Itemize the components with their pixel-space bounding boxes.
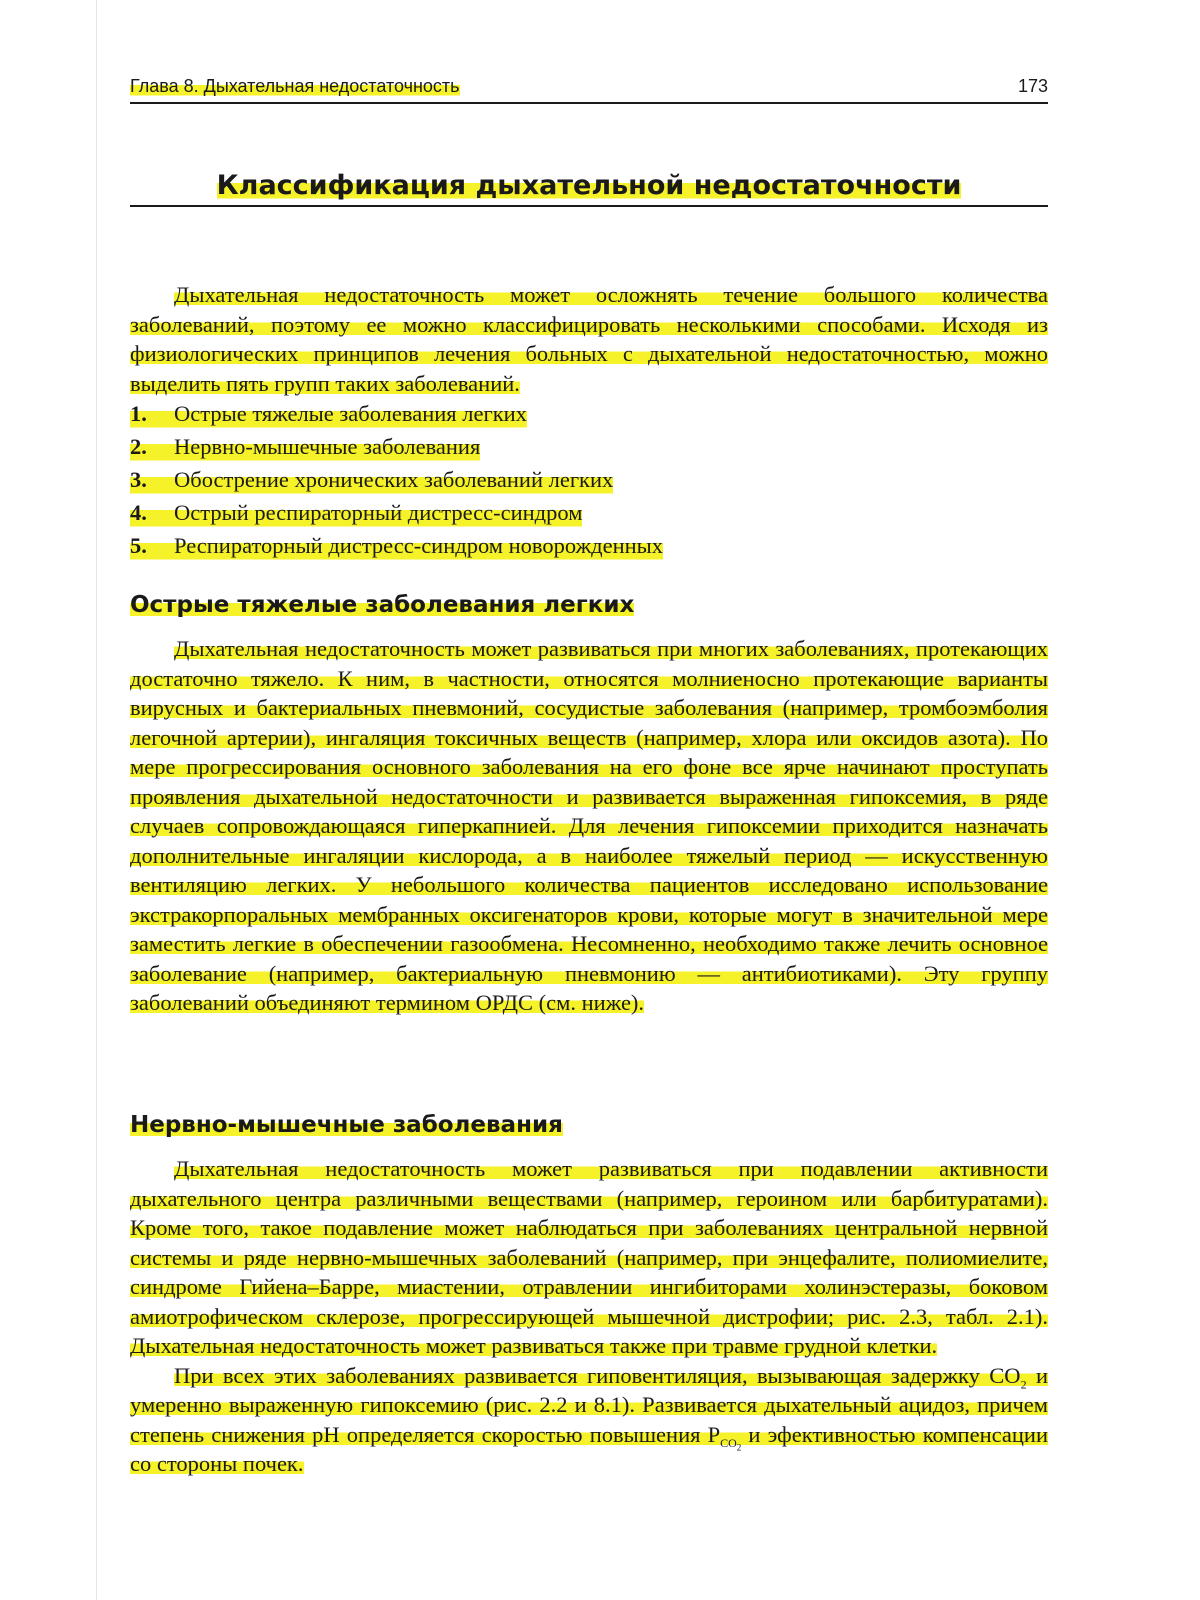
running-header [130, 76, 1048, 104]
section-acute-body [130, 634, 1048, 1018]
list-item [130, 496, 1048, 529]
disease-group-list [130, 397, 1048, 562]
list-item-number: 2. [130, 430, 174, 463]
chapter-header: Глава 8. Дыхательная недостаточность [130, 76, 460, 96]
section-heading-text: Нервно-мышечные заболевания [130, 1112, 563, 1138]
list-item-text: Нервно-мышечные заболевания [174, 430, 480, 463]
list-item-number: 3. [130, 463, 174, 496]
page-number: 173 [1017, 76, 1048, 96]
list-item [130, 529, 1048, 562]
pco2-subscript-co: CO [720, 1436, 737, 1450]
section-neuromuscular-body [130, 1154, 1048, 1479]
neuromuscular-paragraph-2 [130, 1361, 1048, 1479]
p2-text-1: При всех этих заболеваниях развивается гиповентиляция, вызывающая задержку CO [174, 1362, 1021, 1388]
acute-paragraph-text: Дыхательная недостаточность может развиваться при многих заболеваниях, протекающих достаточно тяжело. К ним, в частности, относятся молниеносно протекающие варианты вирусных и бактериальных пневмоний, сосудистые заболевания (например, тромбоэмболия легочной артерии), ингаляция токсичных веществ (например, хлора или оксидов азота). По мере прогрессирования основного заболевания на его фоне все ярче начинают проступать проявления дыхательной недостаточности и развивается выраженная гипоксемия, в ряде случаев сопровождающаяся гиперкапнией. Для лечения гипоксемии приходится назначать дополнительные ингаляции кислорода, а в наиболее тяжелый период — искусственную вентиляцию легких. У небольшого количества пациентов исследовано использование экстракорпоральных мембранных оксигенаторов крови, которые могут в значительной мере заместить легкие в обеспечении газообмена. Несомненно, необходимо также лечить основное заболевание (например, бактериальную пневмонию — антибиотиками). Эту группу заболеваний объединяют термином ОРДС (см. ниже). [130, 636, 1048, 1015]
acute-paragraph [130, 634, 1048, 1018]
list-item [130, 397, 1048, 430]
list-item [130, 430, 1048, 463]
section-heading-acute [130, 592, 634, 618]
co2-subscript: 2 [1020, 1377, 1027, 1391]
intro-text: Дыхательная недостаточность может осложнять течение большого количества заболеваний, поэтому ее можно классифицировать несколькими способами. Исходя из физиологических принципов лечения больных с дыхательной недостаточностью, можно выделить пять групп таких заболеваний. [130, 282, 1048, 396]
section-heading-neuromuscular [130, 1112, 563, 1138]
neuromuscular-paragraph-1-text: Дыхательная недостаточность может развиваться при подавлении активности дыхательного центра различными веществами (например, героином или барбитуратами). Кроме того, такое подавление может наблюдаться при заболеваниях центральной нервной системы и ряде нервно-мышечных заболеваний (например, при энцефалите, полиомиелите, синдроме Гийена–Барре, миастении, отравлении ингибиторами холинэстеразы, боковом амиотрофическом склерозе, прогрессирующей мышечной дистрофии; рис. 2.3, табл. 2.1). Дыхательная недостаточность может развиваться также при травме грудной клетки. [130, 1156, 1048, 1358]
intro-block [130, 280, 1048, 398]
pco2-subscript [720, 1436, 742, 1453]
page-edge [96, 0, 97, 1600]
intro-paragraph [130, 280, 1048, 398]
chapter-title [130, 170, 1048, 207]
list-item-number: 5. [130, 529, 174, 562]
list-item-number: 4. [130, 496, 174, 529]
list-item [130, 463, 1048, 496]
pco2-subscript-2: 2 [736, 1442, 742, 1453]
list-item-number: 1. [130, 397, 174, 430]
list-item-text: Обострение хронических заболеваний легких [174, 463, 613, 496]
p2-text-3: и эфективностью компенсации со стороны почек. [130, 1421, 1048, 1476]
section-heading-text: Острые тяжелые заболевания легких [130, 592, 635, 618]
p2-text-2: и умеренно выраженную гипоксемию (рис. 2.2 и 8.1). Развивается дыхательный ацидоз, причем степень снижения pH определяется скоростью повышения P [130, 1362, 1049, 1447]
list-item-text: Острый респираторный дистресс-синдром [174, 496, 582, 529]
list-item-text: Острые тяжелые заболевания легких [174, 397, 527, 430]
list-item-text: Респираторный дистресс-синдром новорожденных [174, 529, 663, 562]
neuromuscular-paragraph-1 [130, 1154, 1048, 1361]
chapter-title-text: Классификация дыхательной недостаточности [216, 170, 962, 201]
